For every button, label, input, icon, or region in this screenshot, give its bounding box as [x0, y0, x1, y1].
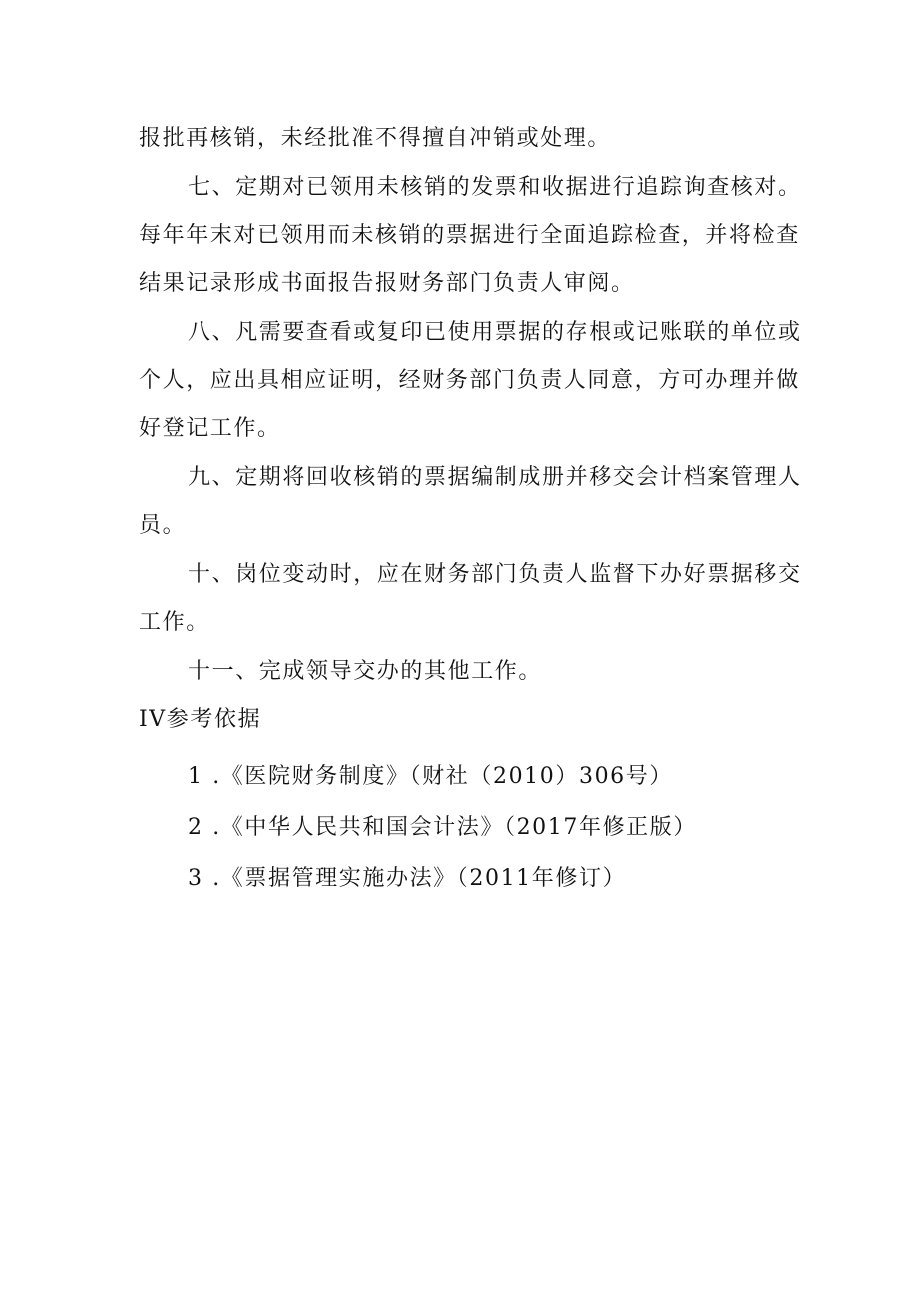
item-9-line-1: 九、定期将回收核销的票据编制成册并移交会计档案管理人 — [188, 465, 802, 490]
item-8-line-1: 八、凡需要查看或复印已使用票据的存根或记账联的单位或 — [188, 320, 802, 345]
item-10-line-1: 十、岗位变动时，应在财务部门负责人监督下办好票据移交 — [188, 562, 802, 587]
item-11-line-1: 十一、完成领导交办的其他工作。 — [188, 659, 543, 684]
item-7-line-2: 每年年末对已领用而未核销的票据进行全面追踪检查，并将检查 — [139, 223, 800, 248]
item-9-line-2: 员。 — [139, 513, 187, 538]
item-8-line-2: 个人，应出具相应证明，经财务部门负责人同意，方可办理并做 — [139, 368, 800, 393]
item-8-line-3: 好登记工作。 — [139, 416, 281, 441]
reference-item: 3 .《票据管理实施办法》（2011年修订） — [188, 866, 627, 891]
reference-item: 1 .《医院财务制度》（财社（2010）306号） — [188, 764, 673, 789]
item-7-line-1: 七、定期对已领用未核销的发票和收据进行追踪询查核对。 — [188, 175, 802, 200]
item-7-line-3: 结果记录形成书面报告报财务部门负责人审阅。 — [139, 271, 635, 296]
paragraph-continuation-line: 报批再核销，未经批准不得擅自冲销或处理。 — [139, 126, 612, 151]
section-heading: IV参考依据 — [139, 707, 262, 732]
reference-item: 2 .《中华人民共和国会计法》（2017年修正版） — [188, 815, 697, 840]
item-10-line-2: 工作。 — [139, 610, 210, 635]
